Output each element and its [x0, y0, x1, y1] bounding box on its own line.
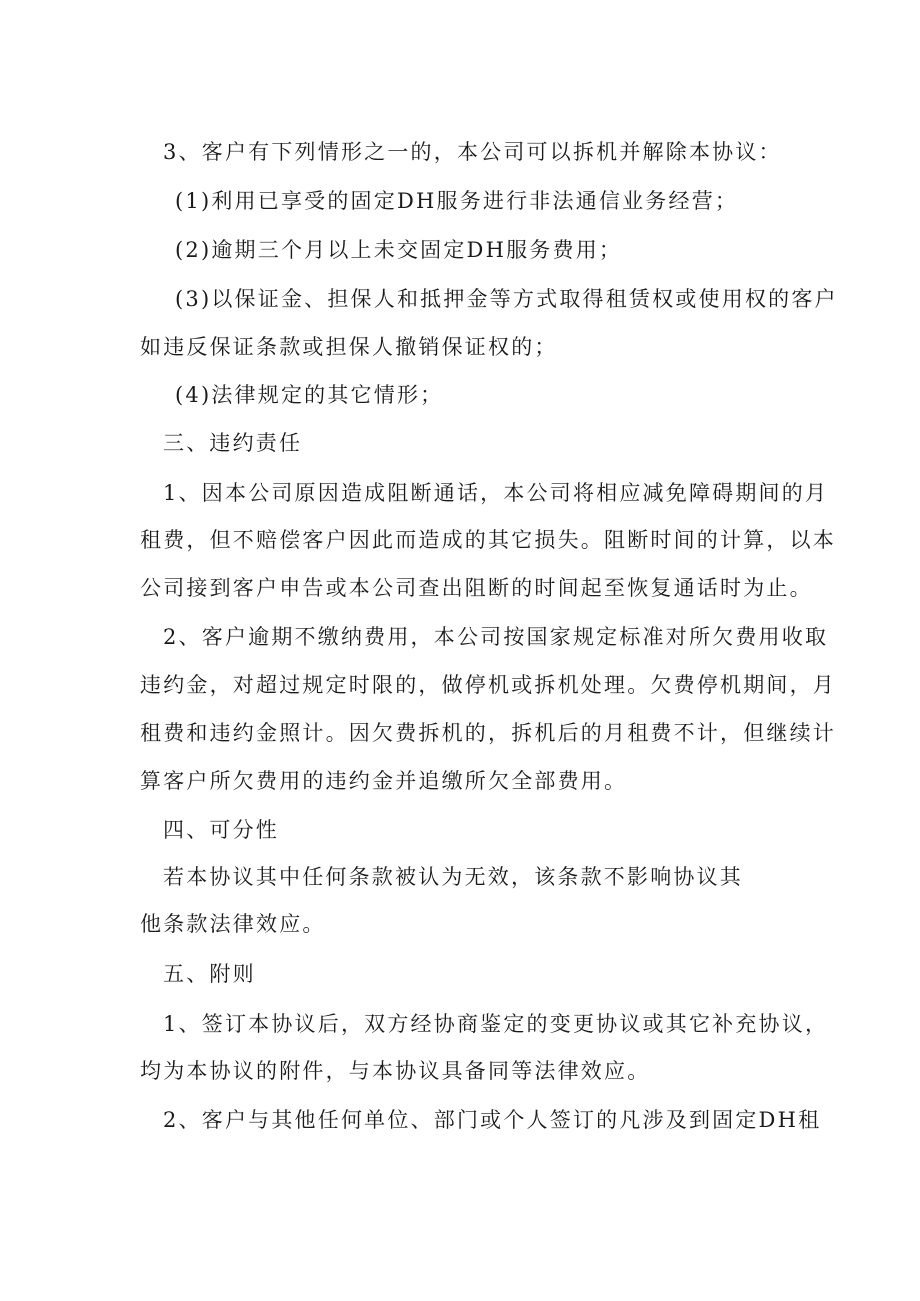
- clause-3-heading: 3、客户有下列情形之一的，本公司可以拆机并解除本协议：: [163, 140, 782, 164]
- supplementary-clause-1-line-1: 1、签订本协议后，双方经协商鉴定的变更协议或其它补充协议，: [163, 1012, 829, 1036]
- clause-3-item-2: (2)逾期三个月以上未交固定DH服务费用；: [175, 238, 623, 262]
- breach-clause-1-line-3: 公司接到客户申告或本公司查出阻断的时间起至恢复通话时为止。: [140, 576, 813, 600]
- section-breach-liability-heading: 三、违约责任: [163, 431, 303, 455]
- supplementary-clause-1-line-2: 均为本协议的附件，与本协议具备同等法律效应。: [140, 1059, 651, 1083]
- clause-3-item-4: (4)法律规定的其它情形；: [175, 383, 444, 407]
- breach-clause-1-line-1: 1、因本公司原因造成阻断通话，本公司将相应减免障碍期间的月: [163, 481, 829, 505]
- severability-line-2: 他条款法律效应。: [140, 912, 326, 936]
- severability-line-1: 若本协议其中任何条款被认为无效，该条款不影响协议其: [163, 865, 743, 889]
- breach-clause-2-line-1: 2、客户逾期不缴纳费用，本公司按国家规定标准对所欠费用收取: [163, 625, 829, 649]
- breach-clause-2-line-2: 违约金，对超过规定时限的，做停机或拆机处理。欠费停机期间，月: [140, 673, 836, 697]
- section-severability-heading: 四、可分性: [163, 818, 279, 842]
- clause-3-item-1: (1)利用已享受的固定DH服务进行非法通信业务经营；: [175, 189, 739, 213]
- clause-3-item-3-continued: 如违反保证条款或担保人撤销保证权的；: [140, 335, 558, 359]
- breach-clause-2-line-3: 租费和违约金照计。因欠费拆机的，拆机后的月租费不计，但继续计: [140, 721, 836, 745]
- breach-clause-1-line-2: 租费，但不赔偿客户因此而造成的其它损失。阻断时间的计算，以本: [140, 528, 836, 552]
- clause-3-item-3: (3)以保证金、担保人和抵押金等方式取得租赁权或使用权的客户: [175, 287, 838, 311]
- breach-clause-2-line-4: 算客户所欠费用的违约金并追缴所欠全部费用。: [140, 769, 628, 793]
- supplementary-clause-2-line-1: 2、客户与其他任何单位、部门或个人签订的凡涉及到固定DH租: [163, 1108, 822, 1132]
- section-supplementary-heading: 五、附则: [163, 962, 256, 986]
